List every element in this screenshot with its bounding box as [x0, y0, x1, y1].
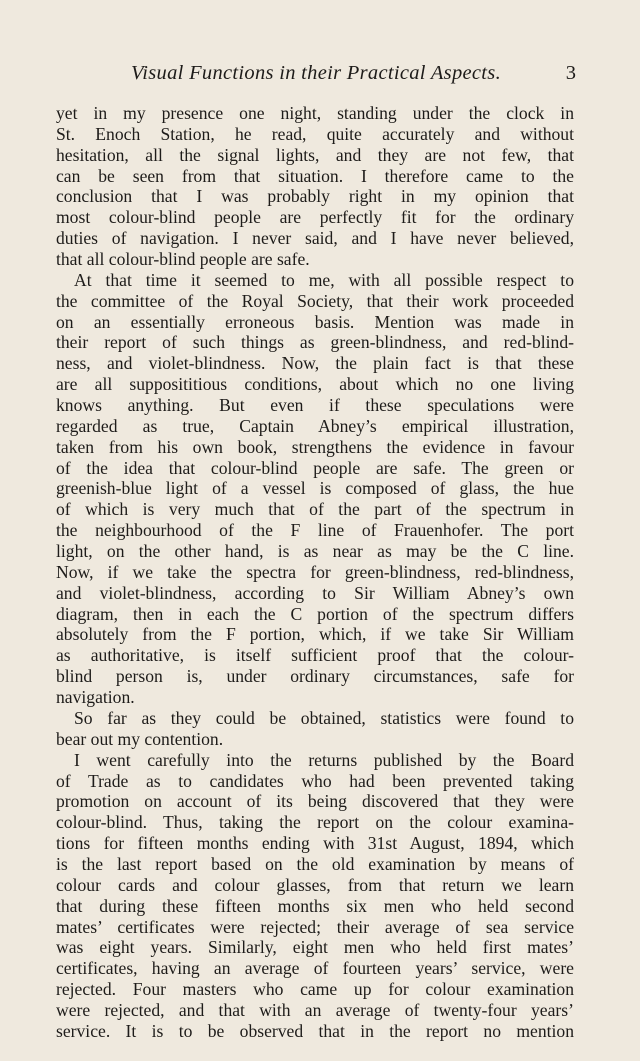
text-line: regarded as true, Captain Abney’s empirical illustration,: [56, 415, 574, 436]
text-line: navigation.: [56, 687, 135, 708]
text-line: is the last report based on the old examination by means of: [56, 853, 574, 874]
text-line: tions for fifteen months ending with 31st August, 1894, which: [56, 833, 574, 854]
text-line: light, on the other hand, is as near as may be the C line.: [56, 541, 574, 562]
text-line: yet in my presence one night, standing under the clock in: [56, 103, 574, 123]
text-line: their report of such things as green-blindness, and red-blind-: [56, 332, 574, 353]
text-line: the committee of the Royal Society, that their work proceeded: [56, 290, 574, 311]
text-line: are all supposititious conditions, about which no one living: [56, 374, 574, 395]
text-line: taken from his own book, strengthens the evidence in favour: [56, 436, 574, 457]
text-line: that during these fifteen months six men who held second: [56, 895, 574, 916]
text-line: can be seen from that situation. I therefore came to the: [56, 165, 574, 186]
text-line: on an essentially erroneous basis. Mention was made in: [56, 311, 574, 332]
text-line: hesitation, all the signal lights, and they are not few, that: [56, 144, 574, 165]
text-line: the neighbourhood of the F line of Frauenhofer. The port: [56, 520, 574, 541]
text-line: was eight years. Similarly, eight men who held first mates’: [56, 937, 574, 958]
text-line: St. Enoch Station, he read, quite accurately and without: [56, 123, 574, 144]
text-line: rejected. Four masters who came up for colour examination: [56, 979, 574, 1000]
text-line: promotion on account of its being discovered that they were: [56, 791, 574, 812]
text-line: So far as they could be obtained, statistics were found to: [74, 707, 574, 728]
text-line: ness, and violet-blindness. Now, the plain fact is that these: [56, 353, 574, 374]
text-line: diagram, then in each the C portion of the spectrum differs: [56, 603, 574, 624]
text-line: duties of navigation. I never said, and I have never believed,: [56, 228, 574, 249]
text-line: knows anything. But even if these speculations were: [56, 395, 574, 416]
text-line: bear out my contention.: [56, 728, 224, 749]
body-text: [56, 103, 574, 1042]
text-line: were rejected, and that with an average of twenty-four years’: [56, 999, 574, 1020]
text-line: greenish-blue light of a vessel is composed of glass, the hue: [56, 478, 574, 499]
text-line: Now, if we take the spectra for green-blindness, red-blindness,: [56, 561, 574, 582]
text-line: colour-blind. Thus, taking the report on the colour examina-: [56, 812, 574, 833]
text-line: of the idea that colour-blind people are safe. The green or: [56, 457, 574, 478]
text-line: certificates, having an average of fourteen years’ service, were: [56, 958, 574, 979]
text-line: absolutely from the F portion, which, if we take Sir William: [56, 624, 574, 645]
text-line: colour cards and colour glasses, from that return we learn: [56, 874, 574, 895]
text-line: blind person is, under ordinary circumstances, safe for: [56, 666, 574, 687]
text-line: that all colour-blind people are safe.: [56, 249, 310, 270]
text-line: most colour-blind people are perfectly fit for the ordinary: [56, 207, 574, 228]
text-line: I went carefully into the returns published by the Board: [74, 749, 574, 770]
text-line: and violet-blindness, according to Sir William Abney’s own: [56, 582, 574, 603]
running-title: Visual Functions in their Practical Aspects.: [130, 62, 501, 84]
text-line: of Trade as to candidates who had been prevented taking: [56, 770, 574, 791]
text-line: as authoritative, is itself sufficient proof that the colour-: [56, 645, 574, 666]
text-line: At that time it seemed to me, with all possible respect to: [74, 269, 574, 290]
text-line: service. It is to be observed that in the report no mention: [56, 1020, 574, 1041]
text-line: mates’ certificates were rejected; their average of sea service: [56, 916, 574, 937]
text-line: of which is very much that of the part of the spectrum in: [56, 499, 574, 520]
running-head: [56, 62, 576, 86]
page-number: 3: [565, 62, 576, 84]
text-line: conclusion that I was probably right in my opinion that: [56, 186, 574, 207]
